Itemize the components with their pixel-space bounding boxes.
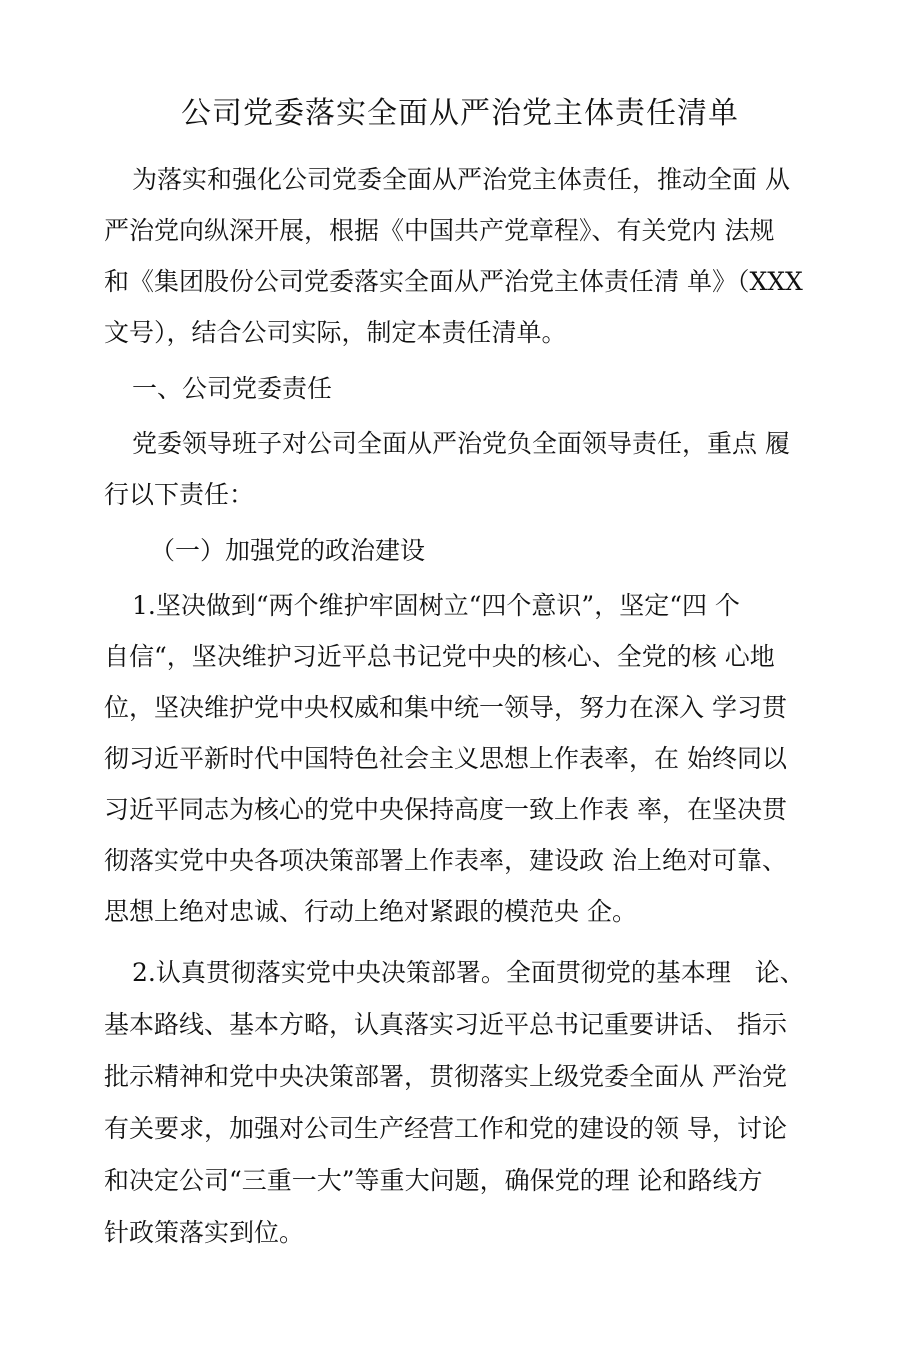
body-line: 针政策落实到位。 (104, 1218, 305, 1247)
body-line: 2.认真贯彻落实党中央决策部署。全面贯彻党的基本理 论、 (132, 958, 805, 987)
body-line: 文号），结合公司实际，制定本责任清单。 (104, 318, 567, 347)
document-title: 公司党委落实全面从严治党主体责任清单 (181, 96, 739, 131)
body-line: 彻习近平新时代中国特色社会主义思想上作表率，在 始终同以 (104, 744, 787, 773)
body-line: 1.坚决做到“两个维护牢固树立“四个意识”，坚定“四 个 (132, 591, 740, 620)
body-line: 彻落实党中央各项决策部署上作表率，建设政 治上绝对可靠、 (104, 846, 787, 875)
section-heading: 一、公司党委责任 (132, 374, 333, 403)
body-line: 思想上绝对忠诚、行动上绝对紧跟的模范央 企。 (104, 897, 637, 926)
body-line: 基本路线、基本方略，认真落实习近平总书记重要讲话、 指示 (104, 1010, 787, 1039)
body-line: 和决定公司“三重一大”等重大问题，确保党的理 论和路线方 (104, 1166, 763, 1195)
body-line: 批示精神和党中央决策部署，贯彻落实上级党委全面从 严治党 (104, 1062, 787, 1091)
body-line: 党委领导班子对公司全面从严治党负全面领导责任，重点 履 (132, 429, 790, 458)
body-line: 有关要求，加强对公司生产经营工作和党的建设的领 导，讨论 (104, 1114, 787, 1143)
subsection-heading: （一）加强党的政治建设 (150, 536, 426, 565)
body-line: 位，坚决维护党中央权威和集中统一领导，努力在深入 学习贯 (104, 693, 787, 722)
body-line: 严治党向纵深开展，根据《中国共产党章程》、有关党内 法规 (104, 216, 775, 245)
body-line: 自信“，坚决维护习近平总书记党中央的核心、全党的核 心地 (104, 642, 775, 671)
body-line: 习近平同志为核心的党中央保持高度一致上作表 率，在坚决贯 (104, 795, 787, 824)
body-line: 行以下责任： (104, 480, 255, 509)
body-line: 为落实和强化公司党委全面从严治党主体责任，推动全面 从 (132, 165, 790, 194)
body-line: 和《集团股份公司党委落实全面从严治党主体责任清 单》（XXX (104, 267, 803, 296)
